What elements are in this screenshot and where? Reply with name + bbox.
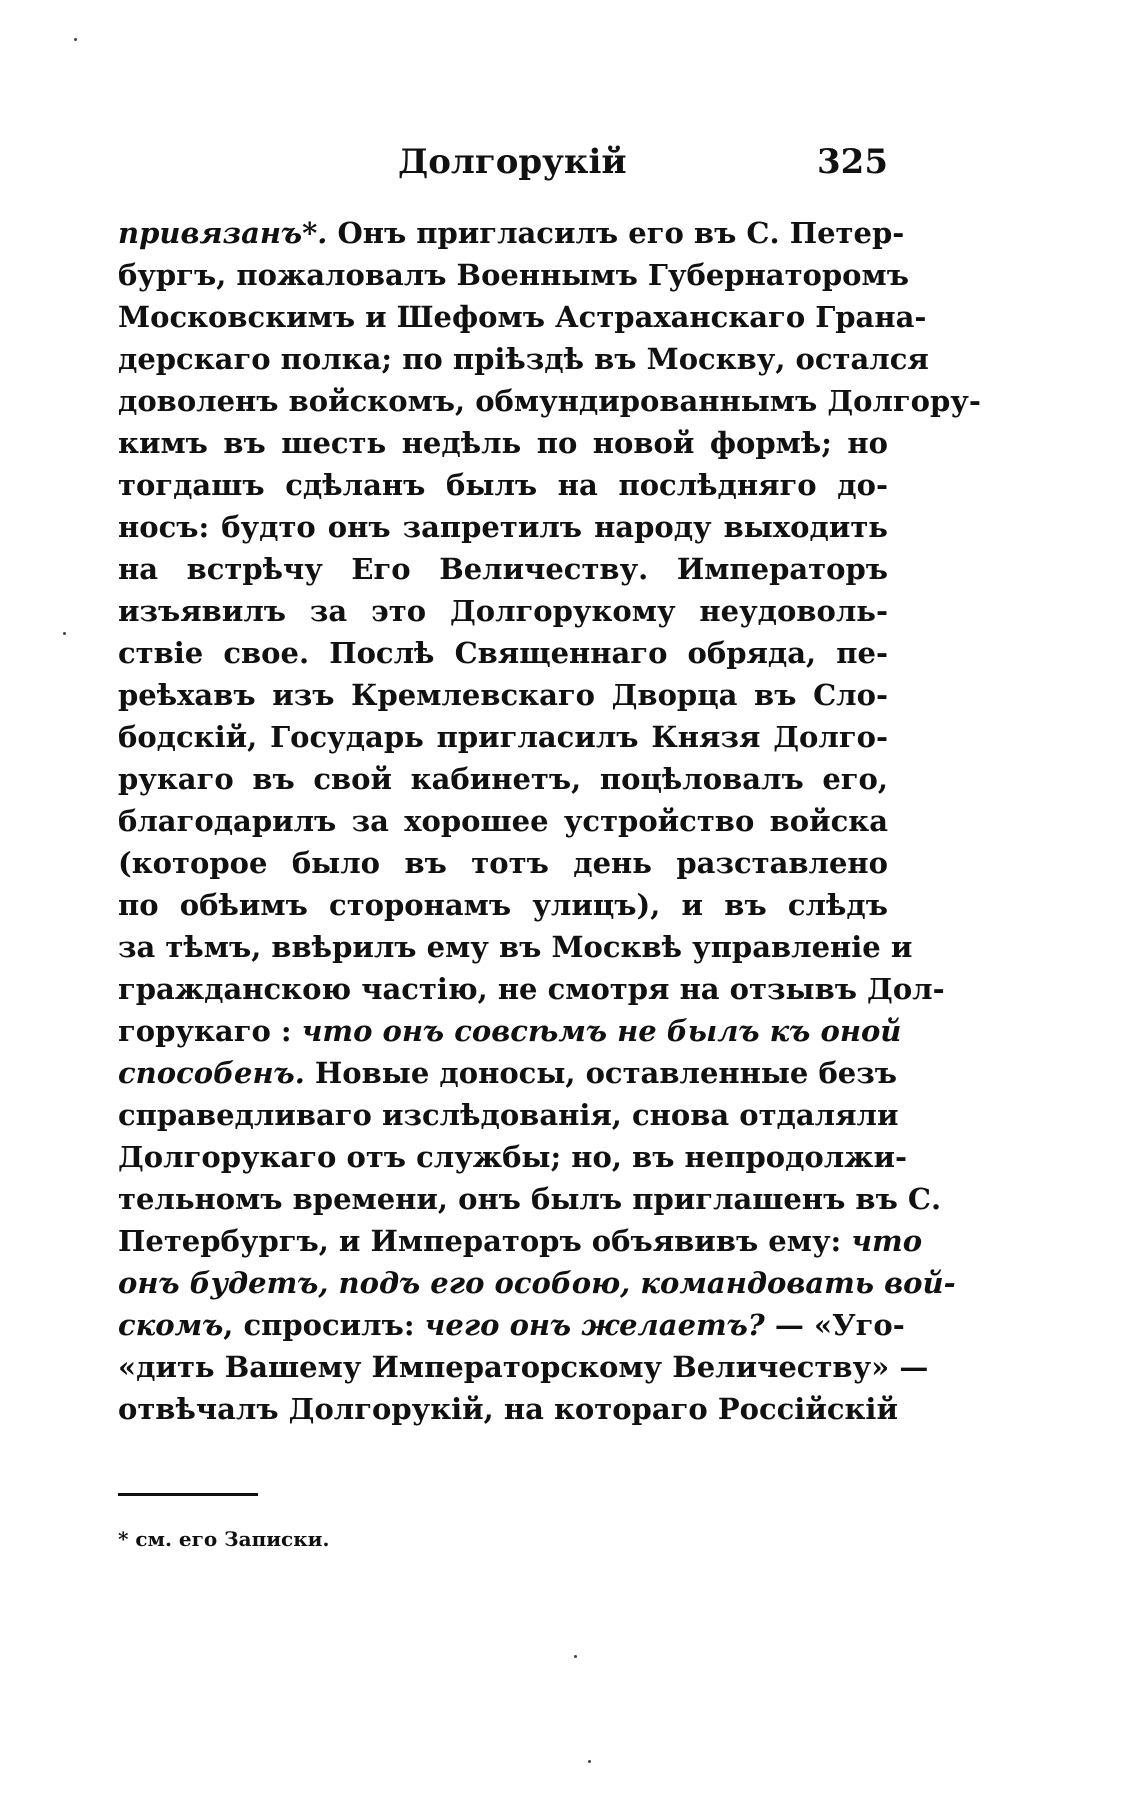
- italic-text: способенъ.: [118, 1056, 305, 1090]
- text-segment: «дить Вашему Императорскому Величеству» —: [118, 1350, 929, 1384]
- text-segment: дерскаго полка; по пріѣздѣ въ Москву, остался: [118, 342, 929, 376]
- text-line: [118, 632, 888, 674]
- text-segment: реѣхавъ изъ Кремлевскаго Дворца въ Сло-: [118, 678, 888, 712]
- text-line: [118, 1220, 923, 1262]
- footnote: * см. его Записки.: [118, 1527, 330, 1551]
- text-segment: тельномъ времени, онъ былъ приглашенъ въ С.: [118, 1182, 942, 1216]
- text-segment: доволенъ войскомъ, обмундированнымъ Долгору-: [118, 384, 981, 418]
- text-segment: справедливаго изслѣдованія, снова отдаляли: [118, 1098, 899, 1132]
- text-line: [118, 1136, 908, 1178]
- text-line: [118, 1094, 899, 1136]
- text-segment: (которое было въ тотъ день разставлено: [118, 846, 888, 880]
- italic-text: что: [851, 1224, 923, 1258]
- text-line: [118, 1262, 956, 1304]
- text-segment: Онъ пригласилъ его въ С. Петер-: [327, 216, 905, 250]
- italic-text: скомъ: [118, 1308, 224, 1342]
- page-number: 325: [817, 142, 888, 182]
- print-speck: [588, 1760, 591, 1763]
- text-segment: гражданскою частію, не смотря на отзывъ Дол-: [118, 972, 945, 1006]
- text-line: [118, 1304, 905, 1346]
- text-line: [118, 842, 888, 884]
- text-line: [118, 926, 913, 968]
- text-segment: Московскимъ и Шефомъ Астраханскаго Грана-: [118, 300, 927, 334]
- text-line: [118, 716, 888, 758]
- text-segment: носъ: будто онъ запретилъ народу выходить: [118, 510, 888, 544]
- text-line: [118, 1010, 902, 1052]
- text-segment: на встрѣчу Его Величеству. Императоръ: [118, 552, 888, 586]
- footnote-rule: [118, 1493, 258, 1496]
- text-line: [118, 674, 888, 716]
- body-text: [118, 212, 981, 1430]
- text-line: [118, 1388, 898, 1430]
- text-segment: по обѣимъ сторонамъ улицъ), и въ слѣдъ: [118, 888, 888, 922]
- text-line: [118, 548, 888, 590]
- italic-text: привязанъ*.: [118, 216, 328, 250]
- text-line: [118, 968, 945, 1010]
- text-line: [118, 212, 905, 254]
- running-header: [118, 142, 888, 192]
- italic-text: онъ будетъ, подъ его особою, командовать вой-: [118, 1266, 956, 1300]
- print-speck: [74, 38, 77, 41]
- text-line: [118, 254, 909, 296]
- text-line: [118, 464, 888, 506]
- text-line: [118, 1178, 942, 1220]
- text-line: [118, 506, 888, 548]
- text-segment: горукаго :: [118, 1014, 302, 1048]
- text-segment: Новые доносы, оставленные безъ: [304, 1056, 898, 1090]
- text-segment: бодскій, Государь пригласилъ Князя Долго-: [118, 720, 888, 754]
- text-segment: тогдашъ сдѣланъ былъ на послѣдняго до-: [118, 468, 888, 502]
- text-segment: ствіе свое. Послѣ Священнаго обряда, пе-: [118, 636, 888, 670]
- print-speck: [63, 632, 66, 635]
- text-segment: отвѣчалъ Долгорукій, на котораго Россійскій: [118, 1392, 898, 1426]
- text-line: [118, 338, 929, 380]
- text-line: [118, 800, 888, 842]
- text-line: [118, 422, 888, 464]
- text-segment: бургъ, пожаловалъ Военнымъ Губернаторомъ: [118, 258, 909, 292]
- text-segment: за тѣмъ, ввѣрилъ ему въ Москвѣ управленіе и: [118, 930, 913, 964]
- text-segment: Долгорукаго отъ службы; но, въ непродолжи-: [118, 1140, 908, 1174]
- text-line: [118, 884, 888, 926]
- text-line: [118, 380, 981, 422]
- running-title: Долгорукій: [398, 142, 627, 182]
- print-speck: [574, 1655, 577, 1658]
- text-segment: благодарилъ за хорошее устройство войска: [118, 804, 888, 838]
- text-segment: — «Уго-: [764, 1308, 905, 1342]
- italic-text: чего онъ желаетъ?: [424, 1308, 765, 1342]
- text-line: [118, 590, 888, 632]
- text-line: [118, 1052, 898, 1094]
- text-segment: Петербургъ, и Императоръ объявивъ ему:: [118, 1224, 852, 1258]
- text-segment: рукаго въ свой кабинетъ, поцѣловалъ его,: [118, 762, 888, 796]
- text-segment: кимъ въ шесть недѣль по новой формѣ; но: [118, 426, 888, 460]
- italic-text: что онъ совсѣмъ не былъ къ оной: [301, 1014, 902, 1048]
- text-segment: изъявилъ за это Долгорукому неудоволь-: [118, 594, 888, 628]
- text-line: [118, 1346, 929, 1388]
- text-segment: , спросилъ:: [223, 1308, 425, 1342]
- text-line: [118, 758, 888, 800]
- text-line: [118, 296, 927, 338]
